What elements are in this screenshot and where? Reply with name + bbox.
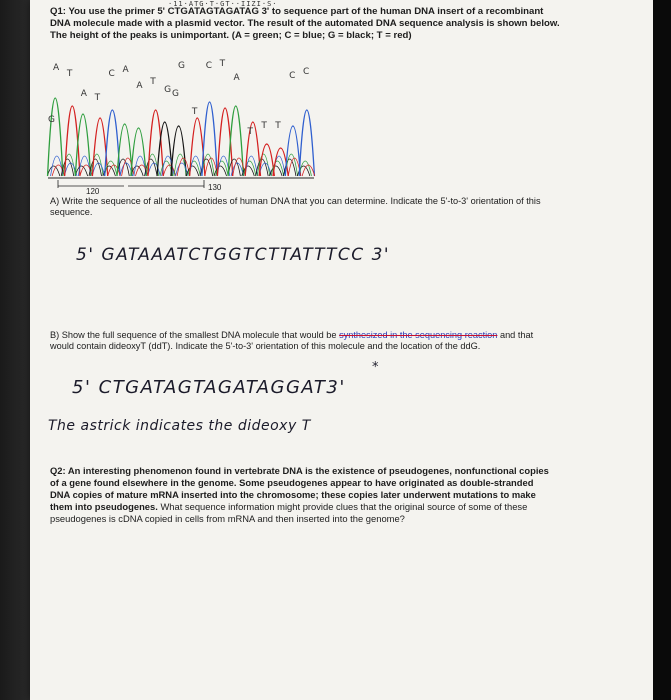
q1-line-1: You use the primer 5' CTGATAGTAGATAG 3' to sequence part of the human DNA insert of a recombinant [68, 6, 544, 17]
part-a-line-2: sequence. [50, 207, 93, 217]
base-call-2: T [66, 69, 73, 79]
part-b-line-2: would contain dideoxyT (ddT). Indicate the 5'-to-3' orientation of this molecule and the location of the ddG. [50, 341, 481, 351]
extra-mark-1: G [48, 115, 55, 125]
base-call-9: G [164, 85, 172, 95]
part-b-handwritten-answer: 5' CTGATAGTAGATAGGAT3' [72, 377, 346, 398]
peak-T-8 [148, 110, 163, 176]
ddt-asterisk-mark: * [372, 360, 380, 375]
axis-label-130: 130 [208, 183, 222, 192]
base-call-17: T [275, 121, 281, 131]
q2-line-2: of a gene found elsewhere in the genome. Some pseudogenes appear to have originated as double-stranded [50, 477, 534, 488]
base-call-16: T [261, 121, 267, 131]
q2-label: Q2: [50, 465, 66, 476]
sequence-chromatogram [44, 56, 324, 196]
base-call-6: A [122, 65, 129, 75]
q1-line-2: DNA molecule made with a plasmid vector. The result of the automated DNA sequence analysis is shown below. [50, 18, 560, 29]
q1-line-3: The height of the peaks is unimportant. (A = green; C = blue; G = black; T = red) [50, 30, 412, 41]
part-a-prompt [50, 196, 620, 218]
axis-label-120: 120 [86, 187, 100, 196]
photo-background-left [0, 0, 30, 700]
base-call-19: C [303, 67, 310, 77]
base-call-7: A [136, 81, 143, 91]
part-b-struck-text: synthesized in the sequencing reaction [339, 330, 498, 340]
q2-line-5: pseudogenes is cDNA copied in cells from mRNA and then inserted into the genome? [50, 513, 405, 524]
part-b-line-1-start: B) Show the full sequence of the smallest DNA molecule that would be [50, 330, 340, 340]
part-b-prompt [50, 330, 620, 352]
base-call-4: T [94, 93, 101, 103]
photo-background-right [653, 0, 671, 700]
base-call-15: T [247, 127, 253, 137]
base-call-13: T [219, 59, 226, 69]
handwritten-scribble: ·11·ATG·T·GT··IIZI·S· [168, 0, 278, 8]
extra-mark-2: G [172, 89, 179, 99]
peak-T-19 [302, 165, 315, 176]
q2-line-3: DNA copies of mature mRNA inserted into the chromosome; these copies later underwent mutations to make [50, 489, 536, 500]
base-call-8: T [150, 77, 156, 87]
part-b-line-1-end: and that [497, 330, 534, 340]
question-1 [50, 6, 610, 42]
base-call-10: G [178, 61, 185, 71]
part-a-handwritten-answer: 5' GATAAATCTGGTCTTATTTCC 3' [76, 245, 391, 265]
chromatogram-peaks [47, 98, 314, 176]
base-call-3: A [80, 89, 87, 99]
base-call-1: A [53, 63, 60, 73]
q2-line-4: them into pseudogenes. [50, 501, 158, 512]
base-call-11: T [191, 107, 198, 117]
q2-line-4-rest: What sequence information might provide clues that the original source of some of these [160, 501, 528, 512]
part-b-handwritten-note: The astrick indicates the dideoxy T [48, 418, 311, 434]
base-call-18: C [289, 71, 296, 81]
chromatogram-base-calls [48, 59, 309, 137]
base-call-12: C [205, 61, 213, 71]
q1-label: Q1: [50, 6, 66, 17]
part-a-line-1: A) Write the sequence of all the nucleotides of human DNA that you can determine. Indicate the 5'-to-3' orientation of this [50, 196, 541, 206]
base-call-14: A [233, 73, 240, 83]
question-2 [50, 465, 610, 525]
base-call-5: C [108, 69, 115, 79]
q2-line-1: An interesting phenomenon found in vertebrate DNA is the existence of pseudogenes, nonfunctional copies [67, 465, 549, 476]
